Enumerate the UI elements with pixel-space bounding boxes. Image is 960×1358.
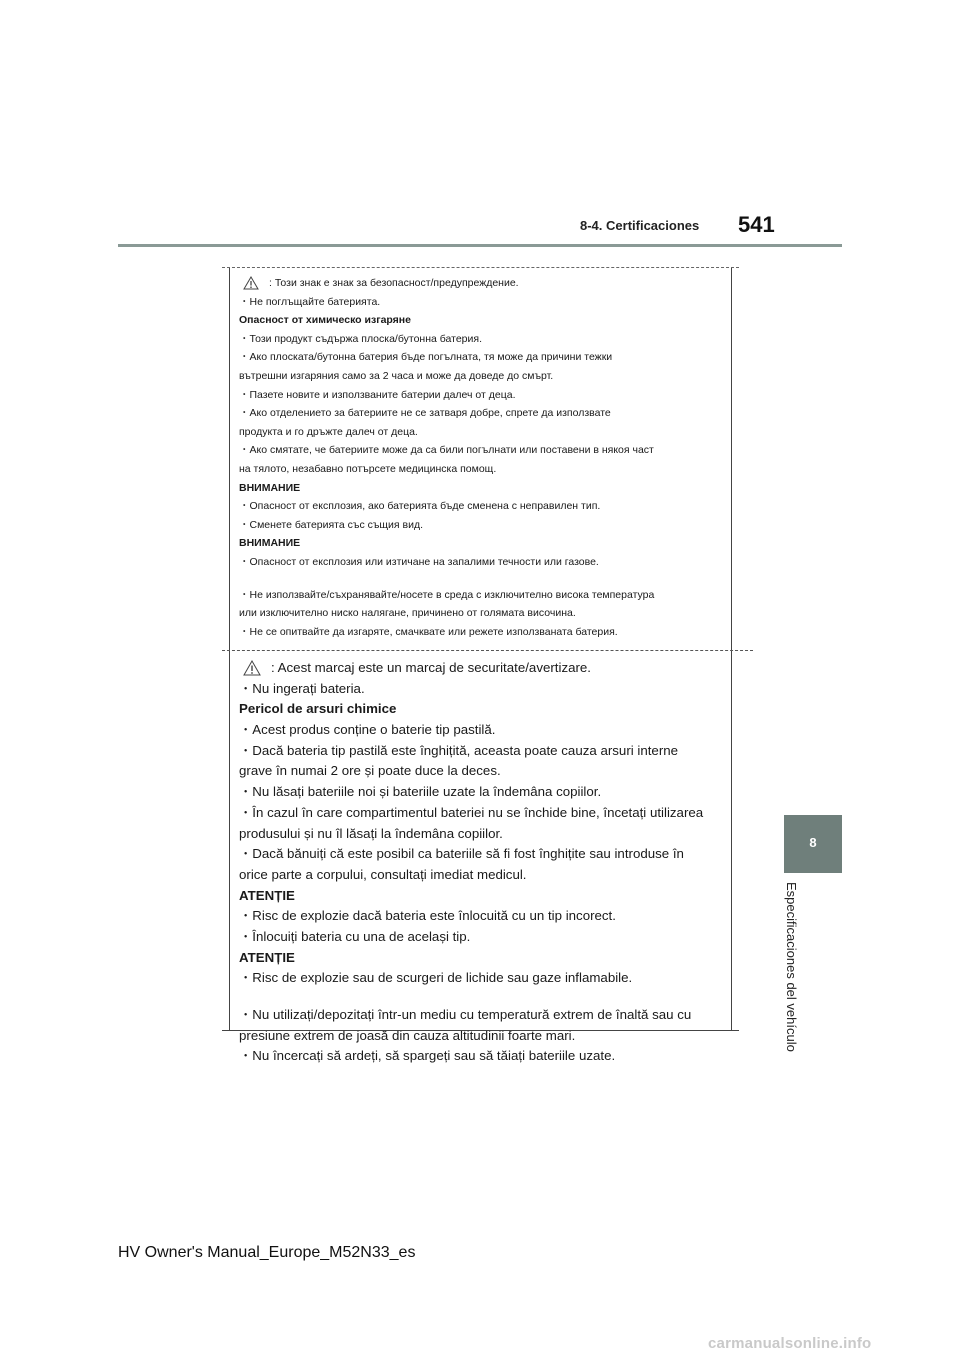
romanian-heading: ATENȚIE (239, 887, 295, 903)
bulgarian-line: ・Опасност от експлозия или изтичане на запалими течности или газове. (239, 555, 599, 568)
romanian-line: ・Risc de explozie sau de scurgeri de lichide sau gaze inflamabile. (239, 970, 633, 986)
bulgarian-heading: Опасност от химическо изгаряне (239, 314, 411, 327)
bulgarian-line: продукта и го дръжте далеч от деца. (239, 425, 418, 438)
bulgarian-line: ・Този продукт съдържа плоска/бутонна батерия. (239, 332, 482, 345)
bulgarian-line: ・Не се опитвайте да изгаряте, смачквате или режете използваната батерия. (239, 625, 618, 638)
bulgarian-line: ・Пазете новите и използваните батерии далеч от деца. (239, 388, 516, 401)
romanian-warning-line (239, 658, 723, 679)
romanian-line: grave în numai 2 ore și poate duce la deces. (239, 763, 501, 779)
romanian-heading: ATENȚIE (239, 949, 295, 965)
warning-triangle-icon (243, 660, 261, 676)
romanian-heading: Pericol de arsuri chimice (239, 701, 397, 717)
section-title: 8-4. Certificaciones (580, 218, 700, 233)
bulgarian-heading: ВНИМАНИЕ (239, 481, 301, 494)
bulgarian-warning-text: : Този знак е знак за безопасност/предупреждение. (269, 277, 519, 289)
battery-warning-label (229, 268, 732, 1064)
romanian-line: ・Risc de explozie dacă bateria este înlocuită cu un tip incorect. (239, 908, 616, 924)
romanian-line: ・În cazul în care compartimentul bateriei nu se închide bine, încetați utilizarea (239, 804, 704, 820)
bulgarian-line: на тялото, незабавно потърсете медицинска помощ. (239, 462, 497, 475)
romanian-line: ・Înlocuiți bateria cu una de același tip. (239, 928, 471, 944)
page-number: 541 (738, 212, 775, 237)
bulgarian-line: ・Не използвайте/съхранявайте/носете в среда с изключително висока температура (239, 588, 655, 601)
bulgarian-line: ・Ако плоската/бутонна батерия бъде погълната, тя може да причини тежки (239, 351, 613, 364)
site-watermark: carmanualsonline.info (708, 1335, 872, 1352)
chapter-title: Especificaciones del vehículo (784, 882, 799, 1052)
romanian-warning-panel (239, 658, 723, 1067)
romanian-warning-text: : Acest marcaj este un marcaj de securitate/avertizare. (271, 660, 592, 675)
romanian-line: ・Acest produs conține o baterie tip pastilă. (239, 722, 496, 738)
romanian-line: produsului și nu îl lăsați la îndemâna copiilor. (239, 825, 503, 841)
romanian-line: ・Nu lăsați bateriile noi și bateriile uzate la îndemâna copiilor. (239, 784, 602, 800)
chapter-tab[interactable] (784, 815, 842, 873)
romanian-line: ・Nu ingerați bateria. (239, 680, 365, 696)
romanian-line: ・Nu utilizați/depozitați într-un mediu cu temperatură extrem de înaltă sau cu (239, 1007, 692, 1022)
header-divider (118, 244, 842, 247)
chapter-title-wrap (784, 882, 814, 1082)
bulgarian-line: ・Не поглъщайте батерията. (239, 295, 381, 308)
bulgarian-warning-line (239, 274, 723, 293)
romanian-line: ・Dacă bănuiți că este posibil ca bateriile să fi fost înghițite sau introduse în (239, 846, 684, 862)
bulgarian-heading: ВНИМАНИЕ (239, 537, 301, 550)
language-divider (222, 650, 753, 651)
romanian-line: ・Nu încercați să ardeți, să spargeți sau să tăiați bateriile uzate. (239, 1048, 616, 1064)
warning-triangle-icon (243, 276, 259, 290)
bulgarian-line: или изключително ниско налягане, причинено от голямата височина. (239, 607, 576, 620)
bulgarian-line: ・Сменете батерията със същия вид. (239, 518, 424, 531)
bulgarian-warning-panel (239, 274, 723, 641)
bulgarian-line: ・Ако отделението за батериите не се затваря добре, спрете да използвате (239, 407, 611, 420)
bulgarian-line: вътрешни изгаряния само за 2 часа и може да доведе до смърт. (239, 369, 554, 382)
romanian-line: presiune extrem de joasă din cauza altitudinii foarte mari. (239, 1027, 576, 1043)
manual-footer: HV Owner's Manual_Europe_M52N33_es (118, 1244, 416, 1261)
bulgarian-line: ・Ако смятате, че батериите може да са били погълнати или поставени в някоя част (239, 444, 654, 457)
chapter-number: 8 (809, 835, 817, 850)
bulgarian-line: ・Опасност от експлозия, ако батерията бъде сменена с неправилен тип. (239, 500, 601, 513)
romanian-line: ・Dacă bateria tip pastilă este înghițită, aceasta poate cauza arsuri interne (239, 742, 679, 758)
romanian-line: orice parte a corpului, consultați imediat medicul. (239, 866, 527, 882)
